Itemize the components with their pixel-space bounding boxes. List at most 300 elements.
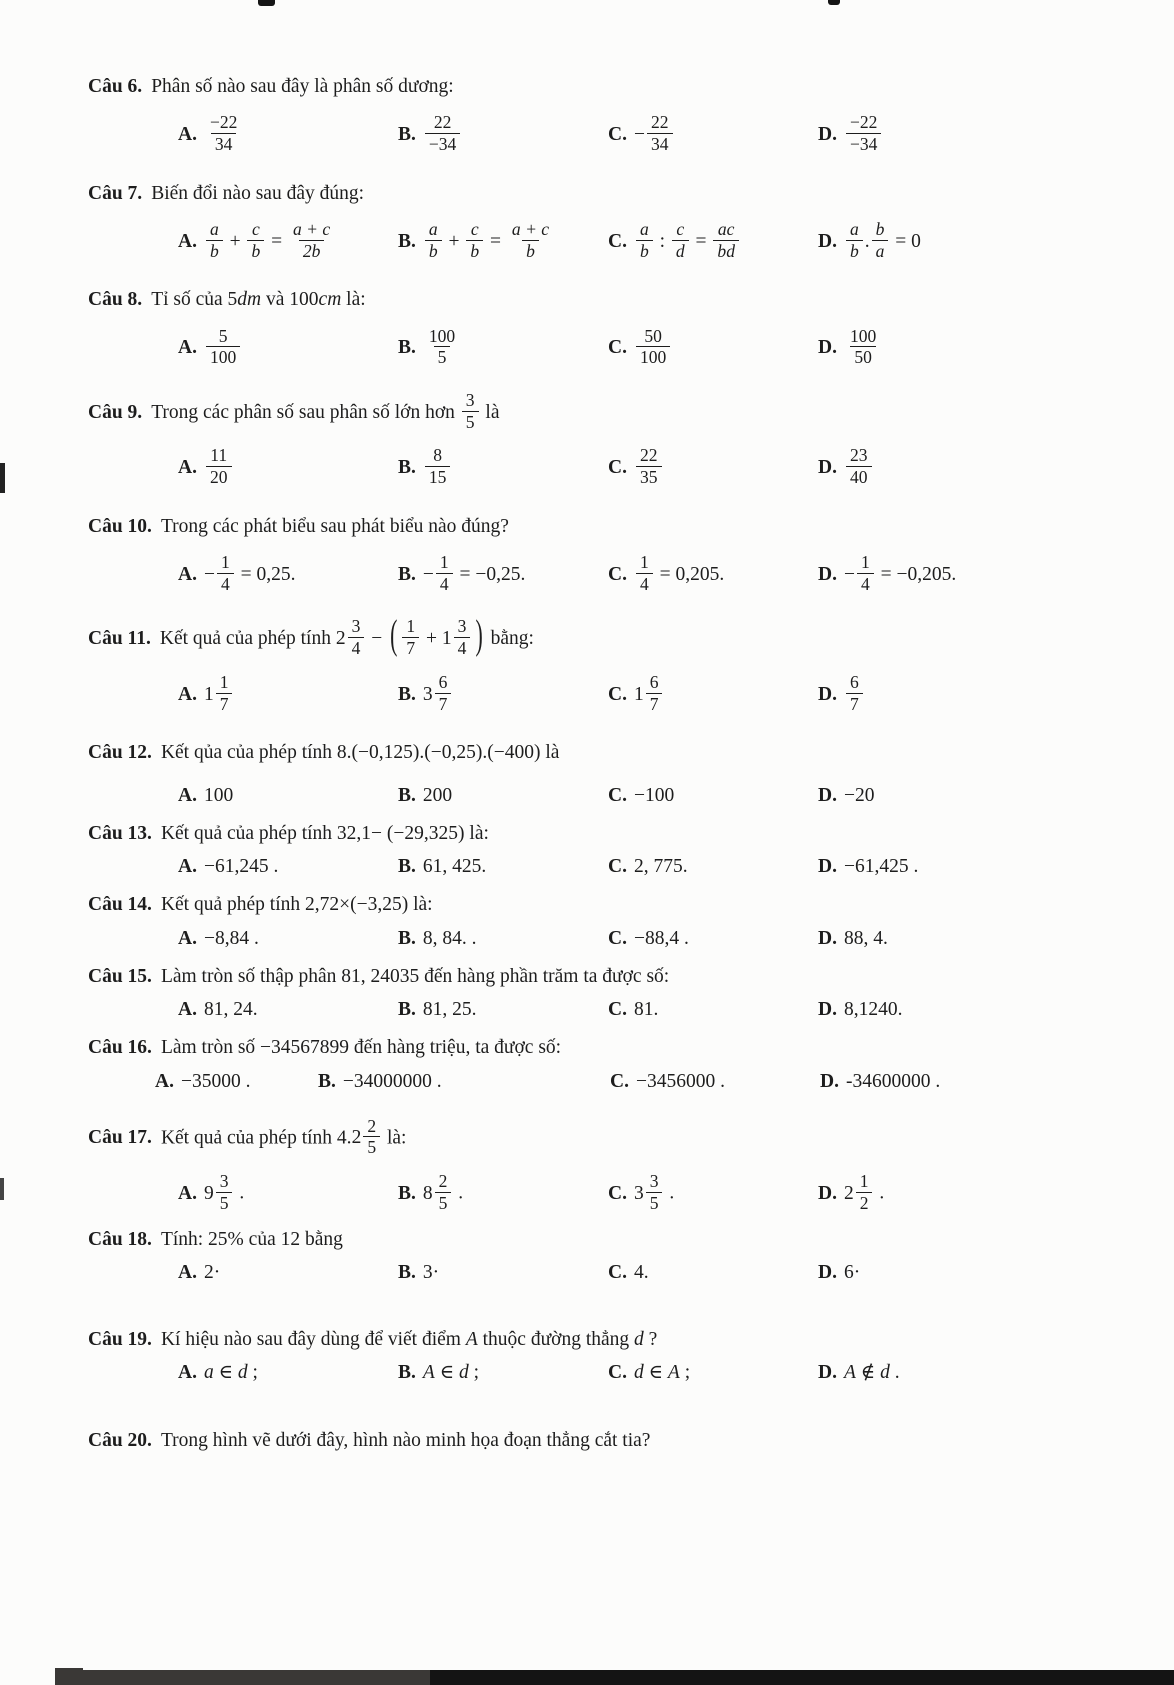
question-label: Câu 14.	[88, 894, 152, 916]
question-label: Câu 15.	[88, 965, 152, 987]
fraction: $\frac{5}{100}$	[206, 326, 240, 368]
fraction: $\frac{a + c}{b}$	[511, 218, 550, 261]
question-stem: Làm tròn số −34567899 đến hàng triệu, ta được số:	[160, 1037, 562, 1059]
question-block	[88, 512, 1106, 597]
question-block	[88, 1426, 1106, 1455]
option-content: − $\frac{1}{4}$ = −0,205.	[843, 552, 957, 594]
option-key: C.	[608, 123, 627, 145]
scan-artifact-top-left	[258, 0, 275, 6]
math-variable: d	[880, 1362, 890, 1384]
option-content	[633, 671, 665, 714]
option-content: 8,1240.	[843, 999, 903, 1020]
options-row	[178, 1358, 1106, 1387]
question-stem: Biến đổi nào sau đây đúng:	[151, 182, 365, 204]
option-key: B.	[398, 784, 416, 806]
math-variable: A	[667, 1362, 680, 1384]
question-line	[88, 512, 1106, 541]
option-key: D.	[818, 457, 837, 479]
question-label: Câu 19.	[88, 1329, 152, 1351]
question-line	[88, 890, 1106, 919]
option	[178, 781, 398, 810]
question-stem: Phân số nào sau đây là phân số dương:	[151, 76, 454, 97]
option	[818, 1173, 1106, 1215]
question-block	[88, 890, 1106, 953]
option-content: A ∉ d .	[843, 1362, 900, 1384]
option-key: A.	[178, 1261, 197, 1283]
question-label: Câu 7.	[88, 182, 143, 204]
option-content: −34000000 .	[342, 1070, 442, 1092]
option-content	[423, 445, 453, 488]
math-variable: d	[634, 1329, 644, 1351]
question-label: Câu 12.	[88, 742, 152, 764]
option	[398, 852, 608, 881]
option-content	[422, 671, 454, 714]
option-key: C.	[608, 999, 627, 1020]
fraction: $\frac{3}{5}$	[216, 1171, 233, 1213]
fraction: $\frac{a}{b}$	[846, 219, 863, 261]
option	[155, 1067, 318, 1096]
question-label: Câu 10.	[88, 515, 152, 537]
mixed-number: 1 $\frac{1}{7}$	[204, 684, 235, 705]
option-content	[423, 112, 462, 154]
option-key: A.	[178, 683, 197, 705]
question-label: Câu 20.	[88, 1429, 152, 1451]
option-content: 200	[422, 784, 453, 806]
fraction: $\frac{6}{7}$	[646, 672, 663, 714]
math-variable: d	[237, 1362, 248, 1384]
fraction: $\frac{50}{100}$	[636, 326, 670, 368]
question-block	[88, 738, 1106, 810]
option-key: A.	[178, 784, 197, 806]
option-key: D.	[818, 1362, 837, 1384]
option	[818, 114, 1106, 156]
fraction: $\frac{-22}{-34}$	[846, 112, 881, 154]
option-key: A.	[178, 563, 197, 585]
option-content: 8 $\frac{2}{5}$ .	[422, 1171, 464, 1213]
option-key: A.	[178, 927, 197, 949]
question-stem: Trong các phân số sau phân số lớn hơn $\frac{3}{5}$ là	[151, 389, 500, 432]
mixed-number: 1 $\frac{6}{7}$	[634, 684, 665, 705]
question-block	[88, 611, 1106, 716]
fraction: $\frac{22}{35}$	[636, 445, 662, 487]
fraction: $\frac{100}{50}$	[849, 325, 877, 368]
mixed-number: 2 $\frac{3}{4}$	[336, 628, 367, 649]
fraction: $\frac{6}{7}$	[846, 672, 863, 714]
option-key: C.	[608, 784, 627, 806]
option-content: −3456000 .	[635, 1070, 725, 1092]
option-content: $\frac{a}{b}$ + $\frac{c}{b}$ = $\frac{a + c}{2b}$	[204, 231, 336, 252]
fraction: $\frac{3}{4}$	[454, 616, 471, 658]
options-row	[178, 218, 1106, 263]
option-content: $\frac{1}{4}$ = 0,205.	[634, 564, 724, 585]
question-stem: Kết quả của phép tính 32,1− (−29,325) là:	[160, 822, 489, 844]
option-content	[844, 445, 874, 488]
options-row	[178, 447, 1106, 489]
option-content	[203, 671, 235, 714]
fraction: $\frac{-22}{34}$	[209, 112, 238, 154]
question-stem: Kết qủa của phép tính 8.(−0,125).(−0,25).(−400) là	[160, 742, 560, 764]
question-block	[88, 179, 1106, 264]
option-key: B.	[318, 1070, 336, 1092]
question-line	[88, 1426, 1106, 1455]
question-block	[88, 1225, 1106, 1288]
fraction: $\frac{100}{5}$	[428, 325, 456, 368]
option	[608, 218, 818, 263]
option	[178, 218, 398, 263]
option-key: D.	[818, 784, 837, 806]
option-content: $\frac{a}{b}$ : $\frac{c}{d}$ = $\frac{ac}{bd}$	[634, 231, 741, 252]
option-key: A.	[178, 337, 197, 359]
fraction: $\frac{3}{5}$	[462, 390, 479, 432]
question-line	[88, 1033, 1106, 1062]
option-key: C.	[608, 927, 627, 949]
option-content: $\frac{a}{b}$ . $\frac{b}{a}$ = 0	[844, 231, 921, 252]
option	[818, 447, 1106, 489]
option	[178, 852, 398, 881]
option-key: C.	[608, 1182, 627, 1204]
fraction: $\frac{ac}{bd}$	[713, 219, 739, 261]
options-row	[178, 671, 1106, 716]
option	[608, 325, 818, 370]
question-label: Câu 18.	[88, 1228, 152, 1250]
option-key: B.	[398, 999, 416, 1020]
option	[608, 852, 818, 881]
option-content	[844, 325, 882, 368]
math-variable: d	[459, 1362, 469, 1384]
option-key: D.	[818, 563, 837, 585]
option-content: $\frac{a}{b}$ + $\frac{c}{b}$ = $\frac{a + c}{b}$	[423, 231, 555, 252]
question-stem: Trong các phát biểu sau phát biểu nào đúng?	[160, 515, 509, 537]
option-key: B.	[398, 563, 416, 585]
option-key: C.	[608, 1362, 627, 1384]
fraction: $\frac{a + c}{2b}$	[293, 218, 331, 261]
scan-artifact-top-right	[828, 0, 840, 5]
option-key: D.	[818, 1182, 837, 1204]
fraction: $\frac{c}{b}$	[466, 219, 483, 261]
fraction: $\frac{1}{4}$	[436, 552, 453, 594]
math-variable: A	[843, 1362, 856, 1384]
option-key: C.	[608, 683, 627, 705]
fraction: $\frac{c}{d}$	[672, 219, 689, 261]
option-key: C.	[608, 337, 627, 359]
fraction: $\frac{1}{4}$	[217, 552, 234, 594]
question-label: Câu 17.	[88, 1127, 152, 1149]
mixed-number: 3 $\frac{6}{7}$	[423, 684, 454, 705]
options-row	[178, 924, 1106, 953]
paren: (	[390, 611, 398, 658]
option-key: A.	[178, 230, 197, 252]
paren: )	[475, 611, 483, 658]
option-key: D.	[818, 856, 837, 877]
option-key: A.	[178, 999, 197, 1020]
option-content: −35000 .	[180, 1070, 251, 1092]
option	[608, 1258, 818, 1287]
option-content: −100	[633, 784, 675, 806]
option	[398, 1358, 608, 1387]
option	[608, 781, 818, 810]
question-label: Câu 11.	[88, 628, 151, 650]
question-block	[88, 389, 1106, 490]
option-key: B.	[398, 457, 416, 479]
options-row	[178, 852, 1106, 881]
question-line	[88, 72, 1106, 101]
option-key: D.	[818, 337, 837, 359]
question-stem: Kết quả phép tính 2,72×(−3,25) là:	[160, 894, 433, 916]
option-key: A.	[178, 1362, 197, 1384]
options-row	[178, 554, 1106, 596]
option-key: A.	[178, 457, 197, 479]
math-variable: dm	[237, 289, 262, 311]
option	[178, 1358, 398, 1387]
option-content: 81, 24.	[203, 999, 258, 1020]
math-variable: cm	[318, 289, 342, 311]
option	[818, 1358, 1106, 1387]
mixed-number: 2 $\frac{1}{2}$	[844, 1183, 875, 1204]
fraction: $\frac{a}{b}$	[206, 219, 223, 261]
question-stem: Kết quả của phép tính 2 $\frac{3}{4}$ − ( $\frac{1}{7}$ + 1 $\frac{3}{4}$ ) bằng:	[160, 628, 534, 649]
option-key: D.	[818, 999, 837, 1020]
option-content: 81, 25.	[422, 999, 477, 1020]
option-key: D.	[818, 1261, 837, 1283]
option-key: A.	[155, 1070, 174, 1092]
math-variable: a	[203, 1362, 214, 1384]
option-content: −61,245 .	[203, 856, 279, 877]
question-line	[88, 1115, 1106, 1160]
option-key: B.	[398, 856, 416, 877]
option	[178, 1258, 398, 1287]
option-content: 4.	[633, 1261, 649, 1283]
math-variable: A	[422, 1362, 435, 1384]
option-content: 3 $\frac{3}{5}$ .	[633, 1171, 675, 1213]
option-content	[204, 325, 242, 368]
question-block	[88, 819, 1106, 882]
option-content: a ∈ d ;	[203, 1362, 258, 1384]
option-content: − $\frac{22}{34}$	[634, 124, 675, 145]
option-key: A.	[178, 123, 197, 145]
option-key: A.	[178, 1182, 197, 1204]
mixed-number: 9 $\frac{3}{5}$	[204, 1183, 235, 1204]
option	[398, 1258, 608, 1287]
option-content: 2·	[203, 1261, 221, 1283]
option-content	[634, 445, 664, 488]
option-content	[204, 112, 243, 154]
option-key: B.	[398, 927, 416, 949]
option	[818, 325, 1106, 370]
option-key: C.	[608, 563, 627, 585]
math-variable: A	[465, 1329, 478, 1351]
question-line	[88, 285, 1106, 314]
option	[818, 924, 1106, 953]
question-line	[88, 738, 1106, 767]
fraction: $\frac{1}{7}$	[216, 672, 233, 714]
options-row	[178, 325, 1106, 370]
fraction: $\frac{b}{a}$	[872, 219, 889, 261]
option-key: C.	[608, 856, 627, 877]
option-key: D.	[818, 683, 837, 705]
option-content: -34600000 .	[845, 1070, 941, 1092]
option-key: B.	[398, 1182, 416, 1204]
option-key: D.	[820, 1070, 839, 1092]
fraction: $\frac{1}{7}$	[402, 616, 419, 658]
question-line	[88, 1325, 1106, 1354]
fraction: $\frac{1}{4}$	[636, 552, 653, 594]
question-stem: Kí hiệu nào sau đây dùng để viết điểm A thuộc đường thẳng d ?	[160, 1329, 658, 1351]
option-content: 61, 425.	[422, 856, 487, 877]
fraction: $\frac{6}{7}$	[435, 672, 452, 714]
question-line	[88, 611, 1106, 660]
option	[818, 852, 1106, 881]
question-block	[88, 72, 1106, 157]
question-stem: Kết quả của phép tính 4.2 $\frac{2}{5}$ là:	[160, 1115, 407, 1158]
math-variable: d	[633, 1362, 644, 1384]
option	[608, 1173, 818, 1215]
question-line	[88, 962, 1106, 991]
option-key: B.	[398, 1261, 416, 1283]
option-key: B.	[398, 1362, 416, 1384]
option	[178, 1173, 398, 1215]
option	[818, 1258, 1106, 1287]
option	[818, 554, 1106, 596]
fraction: $\frac{a}{b}$	[425, 219, 442, 261]
options-row	[178, 114, 1106, 156]
question-line	[88, 179, 1106, 208]
question-block	[88, 1325, 1106, 1388]
question-stem: Trong hình vẽ dưới đây, hình nào minh họa đoạn thẳng cắt tia?	[160, 1429, 651, 1451]
option	[178, 114, 398, 156]
fraction: $\frac{2}{5}$	[435, 1171, 452, 1213]
option	[608, 554, 818, 596]
fraction: $\frac{22}{34}$	[647, 112, 673, 154]
question-label: Câu 9.	[88, 401, 143, 423]
options-row	[178, 781, 1106, 810]
option	[398, 995, 608, 1024]
option	[398, 218, 608, 263]
option	[818, 671, 1106, 716]
option	[398, 671, 608, 716]
option-content: 2, 775.	[633, 856, 688, 877]
option	[398, 924, 608, 953]
option-content: −20	[843, 784, 875, 806]
option	[398, 554, 608, 596]
question-line	[88, 819, 1106, 848]
option-content	[204, 445, 234, 488]
fraction: $\frac{2}{5}$	[363, 1116, 380, 1158]
option	[178, 924, 398, 953]
question-stem: Tính: 25% của 12 bằng	[160, 1228, 343, 1250]
option-content: A ∈ d ;	[422, 1362, 480, 1384]
scan-artifact-left-edge-2	[0, 1178, 4, 1200]
fraction: $\frac{11}{20}$	[206, 445, 232, 487]
fraction: $\frac{c}{b}$	[247, 219, 264, 261]
option-key: C.	[608, 1261, 627, 1283]
fraction: $\frac{3}{4}$	[348, 616, 365, 658]
option-key: D.	[818, 927, 837, 949]
option-content: 3·	[422, 1261, 440, 1283]
option-content	[844, 112, 883, 154]
option-content: −8,84 .	[203, 927, 259, 949]
question-label: Câu 16.	[88, 1037, 152, 1059]
fraction: $\frac{3}{5}$	[646, 1171, 663, 1213]
option-content: 6·	[843, 1261, 861, 1283]
option	[178, 554, 398, 596]
option-key: C.	[608, 457, 627, 479]
fraction: $\frac{23}{40}$	[846, 445, 872, 487]
option-key: C.	[610, 1070, 629, 1092]
option-content: 9 $\frac{3}{5}$ .	[203, 1171, 245, 1213]
question-line	[88, 389, 1106, 434]
option	[398, 447, 608, 489]
question-stem: Tỉ số của 5dm và 100cm là:	[151, 289, 366, 311]
fraction: $\frac{1}{4}$	[857, 552, 874, 594]
option-content: 2 $\frac{1}{2}$ .	[843, 1171, 885, 1213]
option	[178, 671, 398, 716]
option-content: 100	[203, 784, 234, 806]
option-content: − $\frac{1}{4}$ = −0,25.	[422, 552, 526, 594]
option-key: B.	[398, 123, 416, 145]
scan-artifact-bottom-strip-dark	[430, 1670, 1174, 1685]
option	[608, 1358, 818, 1387]
option	[178, 325, 398, 370]
option-content: 88, 4.	[843, 927, 888, 949]
option	[820, 1067, 1106, 1096]
question-line	[88, 1225, 1106, 1254]
scan-artifact-left-edge-1	[0, 463, 5, 493]
question-label: Câu 6.	[88, 76, 143, 97]
option-content	[423, 325, 461, 368]
option	[608, 114, 818, 156]
options-row	[155, 1067, 1106, 1096]
option-content: d ∈ A ;	[633, 1362, 691, 1384]
option	[608, 447, 818, 489]
option	[608, 924, 818, 953]
mixed-number: 3 $\frac{3}{5}$	[634, 1183, 665, 1204]
question-block	[88, 285, 1106, 370]
fraction: $\frac{a}{b}$	[636, 219, 653, 261]
question-block	[88, 1033, 1106, 1096]
option-key: B.	[398, 230, 416, 252]
option-content	[634, 325, 672, 368]
option-key: B.	[398, 683, 416, 705]
options-row	[178, 1258, 1106, 1287]
question-block	[88, 962, 1106, 1025]
option	[818, 218, 1106, 263]
option	[398, 1173, 608, 1215]
option	[398, 781, 608, 810]
option	[608, 671, 818, 716]
option	[398, 325, 608, 370]
option	[178, 995, 398, 1024]
option-content: − $\frac{1}{4}$ = 0,25.	[203, 552, 296, 594]
option	[398, 114, 608, 156]
fraction: $\frac{8}{15}$	[425, 445, 451, 487]
option	[318, 1067, 610, 1096]
option-content	[844, 671, 865, 714]
mixed-number: 8 $\frac{2}{5}$	[423, 1183, 454, 1204]
question-label: Câu 13.	[88, 822, 152, 844]
option-content: 8, 84. .	[422, 927, 477, 949]
option	[610, 1067, 820, 1096]
option-content: −61,425 .	[843, 856, 919, 877]
option-content: −88,4 .	[633, 927, 689, 949]
option	[608, 995, 818, 1024]
fraction: $\frac{22}{-34}$	[425, 112, 460, 154]
option-key: A.	[178, 856, 197, 877]
question-block	[88, 1115, 1106, 1216]
option-key: C.	[608, 230, 627, 252]
options-row	[178, 1173, 1106, 1215]
fraction: $\frac{1}{2}$	[856, 1171, 873, 1213]
option	[818, 995, 1106, 1024]
